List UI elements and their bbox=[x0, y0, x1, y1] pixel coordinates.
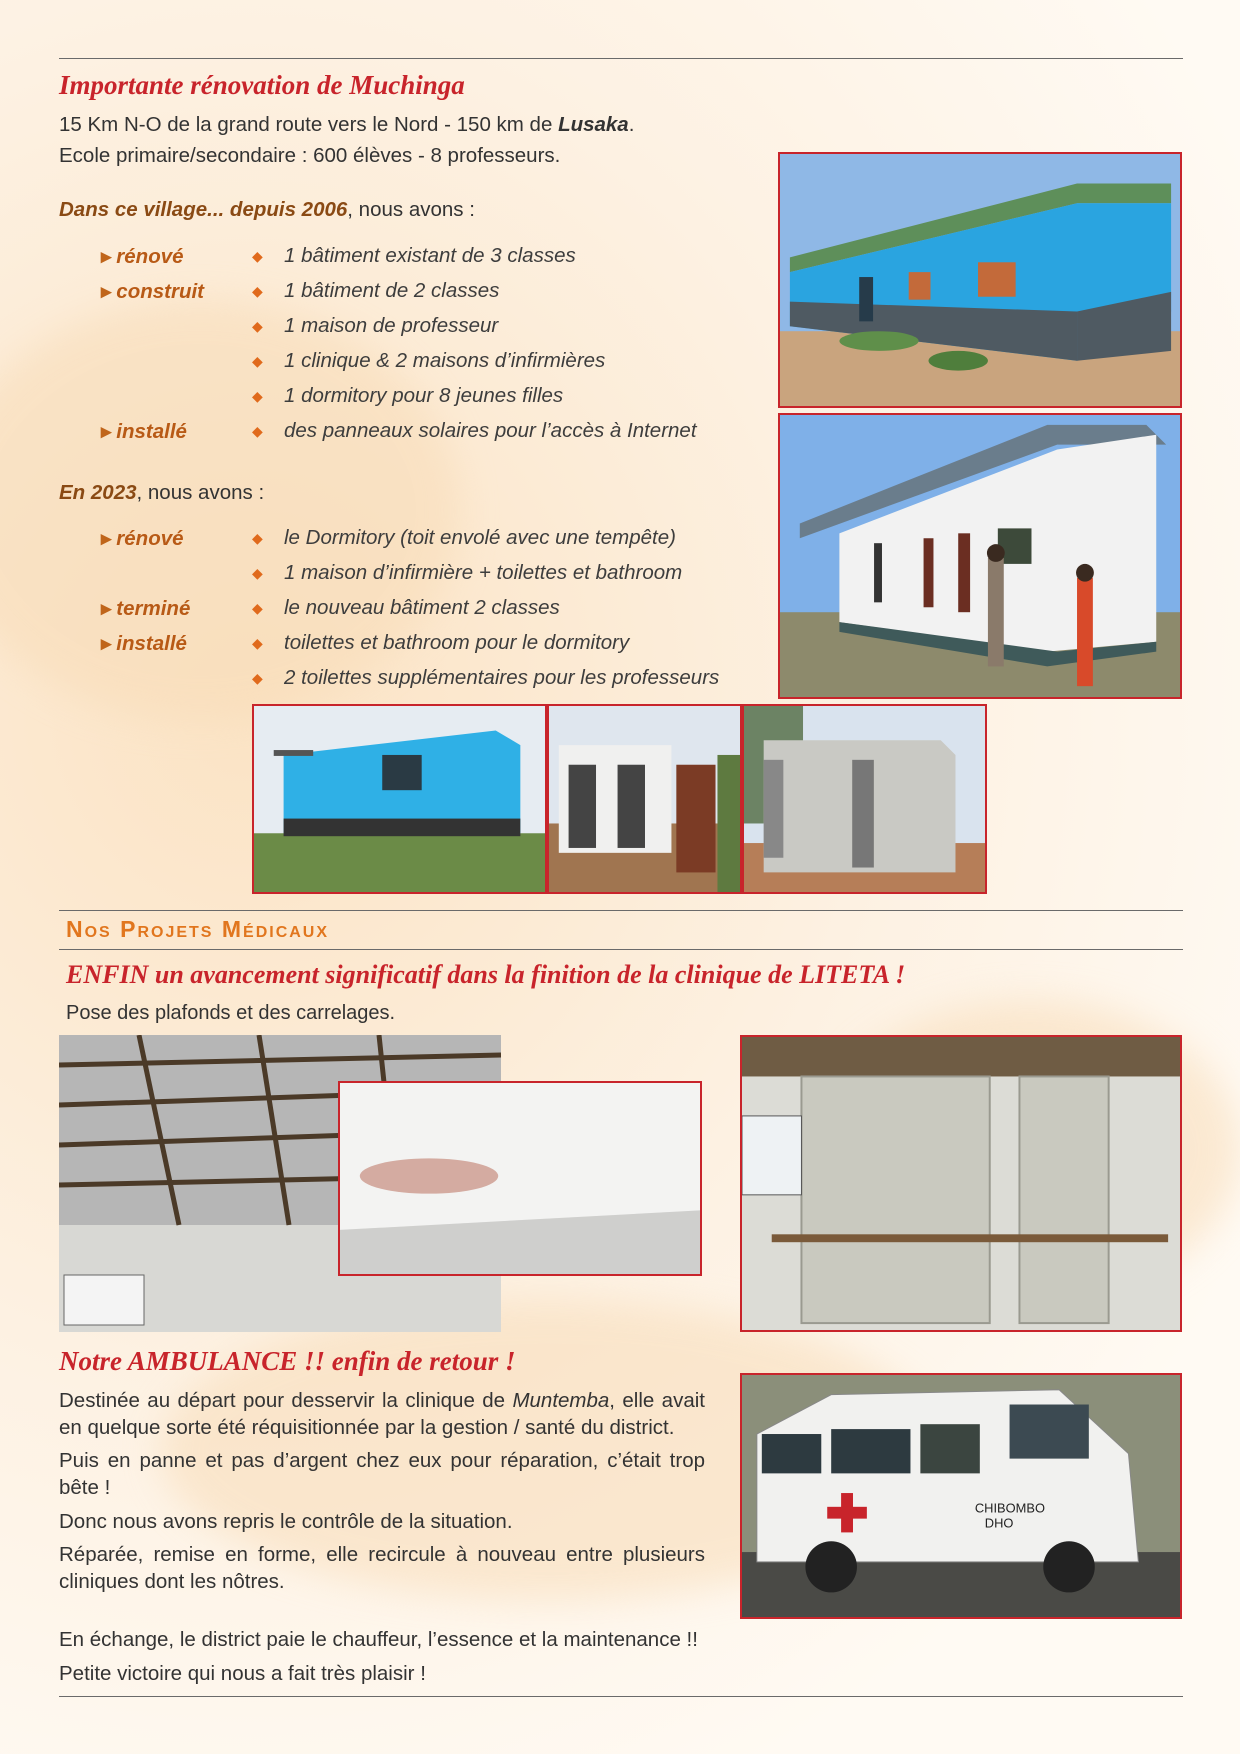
diamond-bullet-icon: ◆ bbox=[252, 670, 263, 686]
bottom-rule bbox=[59, 1696, 1183, 1697]
diamond-bullet-icon: ◆ bbox=[252, 353, 263, 369]
action-label: ▸ installé bbox=[101, 419, 187, 444]
photo-ambulance bbox=[740, 1373, 1182, 1619]
ambulance-paragraph-5: En échange, le district paie le chauffeur, l’essence et la maintenance !! bbox=[59, 1628, 698, 1651]
muchinga-location: 15 Km N-O de la grand route vers le Nord - 150 km de Lusaka. bbox=[59, 113, 635, 136]
diamond-bullet-icon: ◆ bbox=[252, 318, 263, 334]
photo-teacher-toilets bbox=[742, 704, 987, 894]
diamond-bullet-icon: ◆ bbox=[252, 423, 263, 439]
section-rule-bottom bbox=[59, 949, 1183, 950]
list-item-text: 1 maison de professeur bbox=[284, 314, 499, 337]
liteta-subtitle: Pose des plafonds et des carrelages. bbox=[66, 1002, 396, 1024]
list-item-text: 2 toilettes supplémentaires pour les professeurs bbox=[284, 666, 720, 689]
year-2023-heading: En 2023, nous avons : bbox=[59, 481, 265, 504]
list-item-text: 1 clinique & 2 maisons d’infirmières bbox=[284, 349, 606, 372]
diamond-bullet-icon: ◆ bbox=[252, 600, 263, 616]
action-label: ▸ rénové bbox=[101, 526, 184, 551]
medical-section-title: Nos Projets Médicaux bbox=[66, 916, 330, 942]
photo-white-dormitory bbox=[778, 413, 1182, 699]
list-item-text: le Dormitory (toit envolé avec une tempête) bbox=[284, 526, 676, 549]
muchinga-title: Importante rénovation de Muchinga bbox=[59, 70, 465, 100]
action-label: ▸ terminé bbox=[101, 596, 190, 621]
photo-blue-school-building bbox=[778, 152, 1182, 408]
list-item-text: 1 maison d’infirmière + toilettes et bathroom bbox=[284, 561, 683, 584]
top-rule bbox=[59, 58, 1183, 59]
list-item-text: le nouveau bâtiment 2 classes bbox=[284, 596, 560, 619]
action-label: ▸ construit bbox=[101, 279, 204, 304]
photo-block-walls bbox=[740, 1035, 1182, 1332]
diamond-bullet-icon: ◆ bbox=[252, 565, 263, 581]
ambulance-paragraph-2: Puis en panne et pas d’argent chez eux pour réparation, c’était trop bête ! bbox=[59, 1449, 705, 1499]
ambulance-paragraph-6: Petite victoire qui nous a fait très plaisir ! bbox=[59, 1662, 426, 1685]
photo-toilets-dormitory bbox=[547, 704, 742, 894]
list-item-text: toilettes et bathroom pour le dormitory bbox=[284, 631, 630, 654]
photo-finished-ceiling bbox=[338, 1081, 702, 1276]
van-text-2: DHO bbox=[984, 1515, 1014, 1531]
list-item-text: 1 dormitory pour 8 jeunes filles bbox=[284, 384, 564, 407]
photo-nurse-house bbox=[252, 704, 547, 894]
diamond-bullet-icon: ◆ bbox=[252, 283, 263, 299]
diamond-bullet-icon: ◆ bbox=[252, 388, 263, 404]
muchinga-school-info: Ecole primaire/secondaire : 600 élèves - 8 professeurs. bbox=[59, 144, 561, 167]
diamond-bullet-icon: ◆ bbox=[252, 635, 263, 651]
since-2006-heading: Dans ce village... depuis 2006, nous avons : bbox=[59, 198, 475, 221]
diamond-bullet-icon: ◆ bbox=[252, 530, 263, 546]
list-item-text: 1 bâtiment existant de 3 classes bbox=[284, 244, 576, 267]
ambulance-paragraph-3: Donc nous avons repris le contrôle de la situation. bbox=[59, 1509, 513, 1533]
action-label: ▸ rénové bbox=[101, 244, 184, 269]
ambulance-paragraph-1: Destinée au départ pour desservir la clinique de Muntemba, elle avait en quelque sorte été réquisitionnée par la gestion / santé du district. bbox=[59, 1389, 705, 1439]
diamond-bullet-icon: ◆ bbox=[252, 248, 263, 264]
van-text-1: CHIBOMBO bbox=[974, 1500, 1045, 1516]
ambulance-paragraph-4: Réparée, remise en forme, elle recircule à nouveau entre plusieurs cliniques dont les nôtres. bbox=[59, 1543, 705, 1593]
ambulance-text bbox=[59, 1388, 705, 1602]
list-item-text: des panneaux solaires pour l’accès à Internet bbox=[284, 419, 697, 442]
action-label: ▸ installé bbox=[101, 631, 187, 656]
list-item-text: 1 bâtiment de 2 classes bbox=[284, 279, 500, 302]
liteta-title: ENFIN un avancement significatif dans la finition de la clinique de LITETA ! bbox=[66, 960, 906, 989]
section-rule-top bbox=[59, 910, 1183, 911]
ambulance-title: Notre AMBULANCE !! enfin de retour ! bbox=[59, 1346, 516, 1376]
